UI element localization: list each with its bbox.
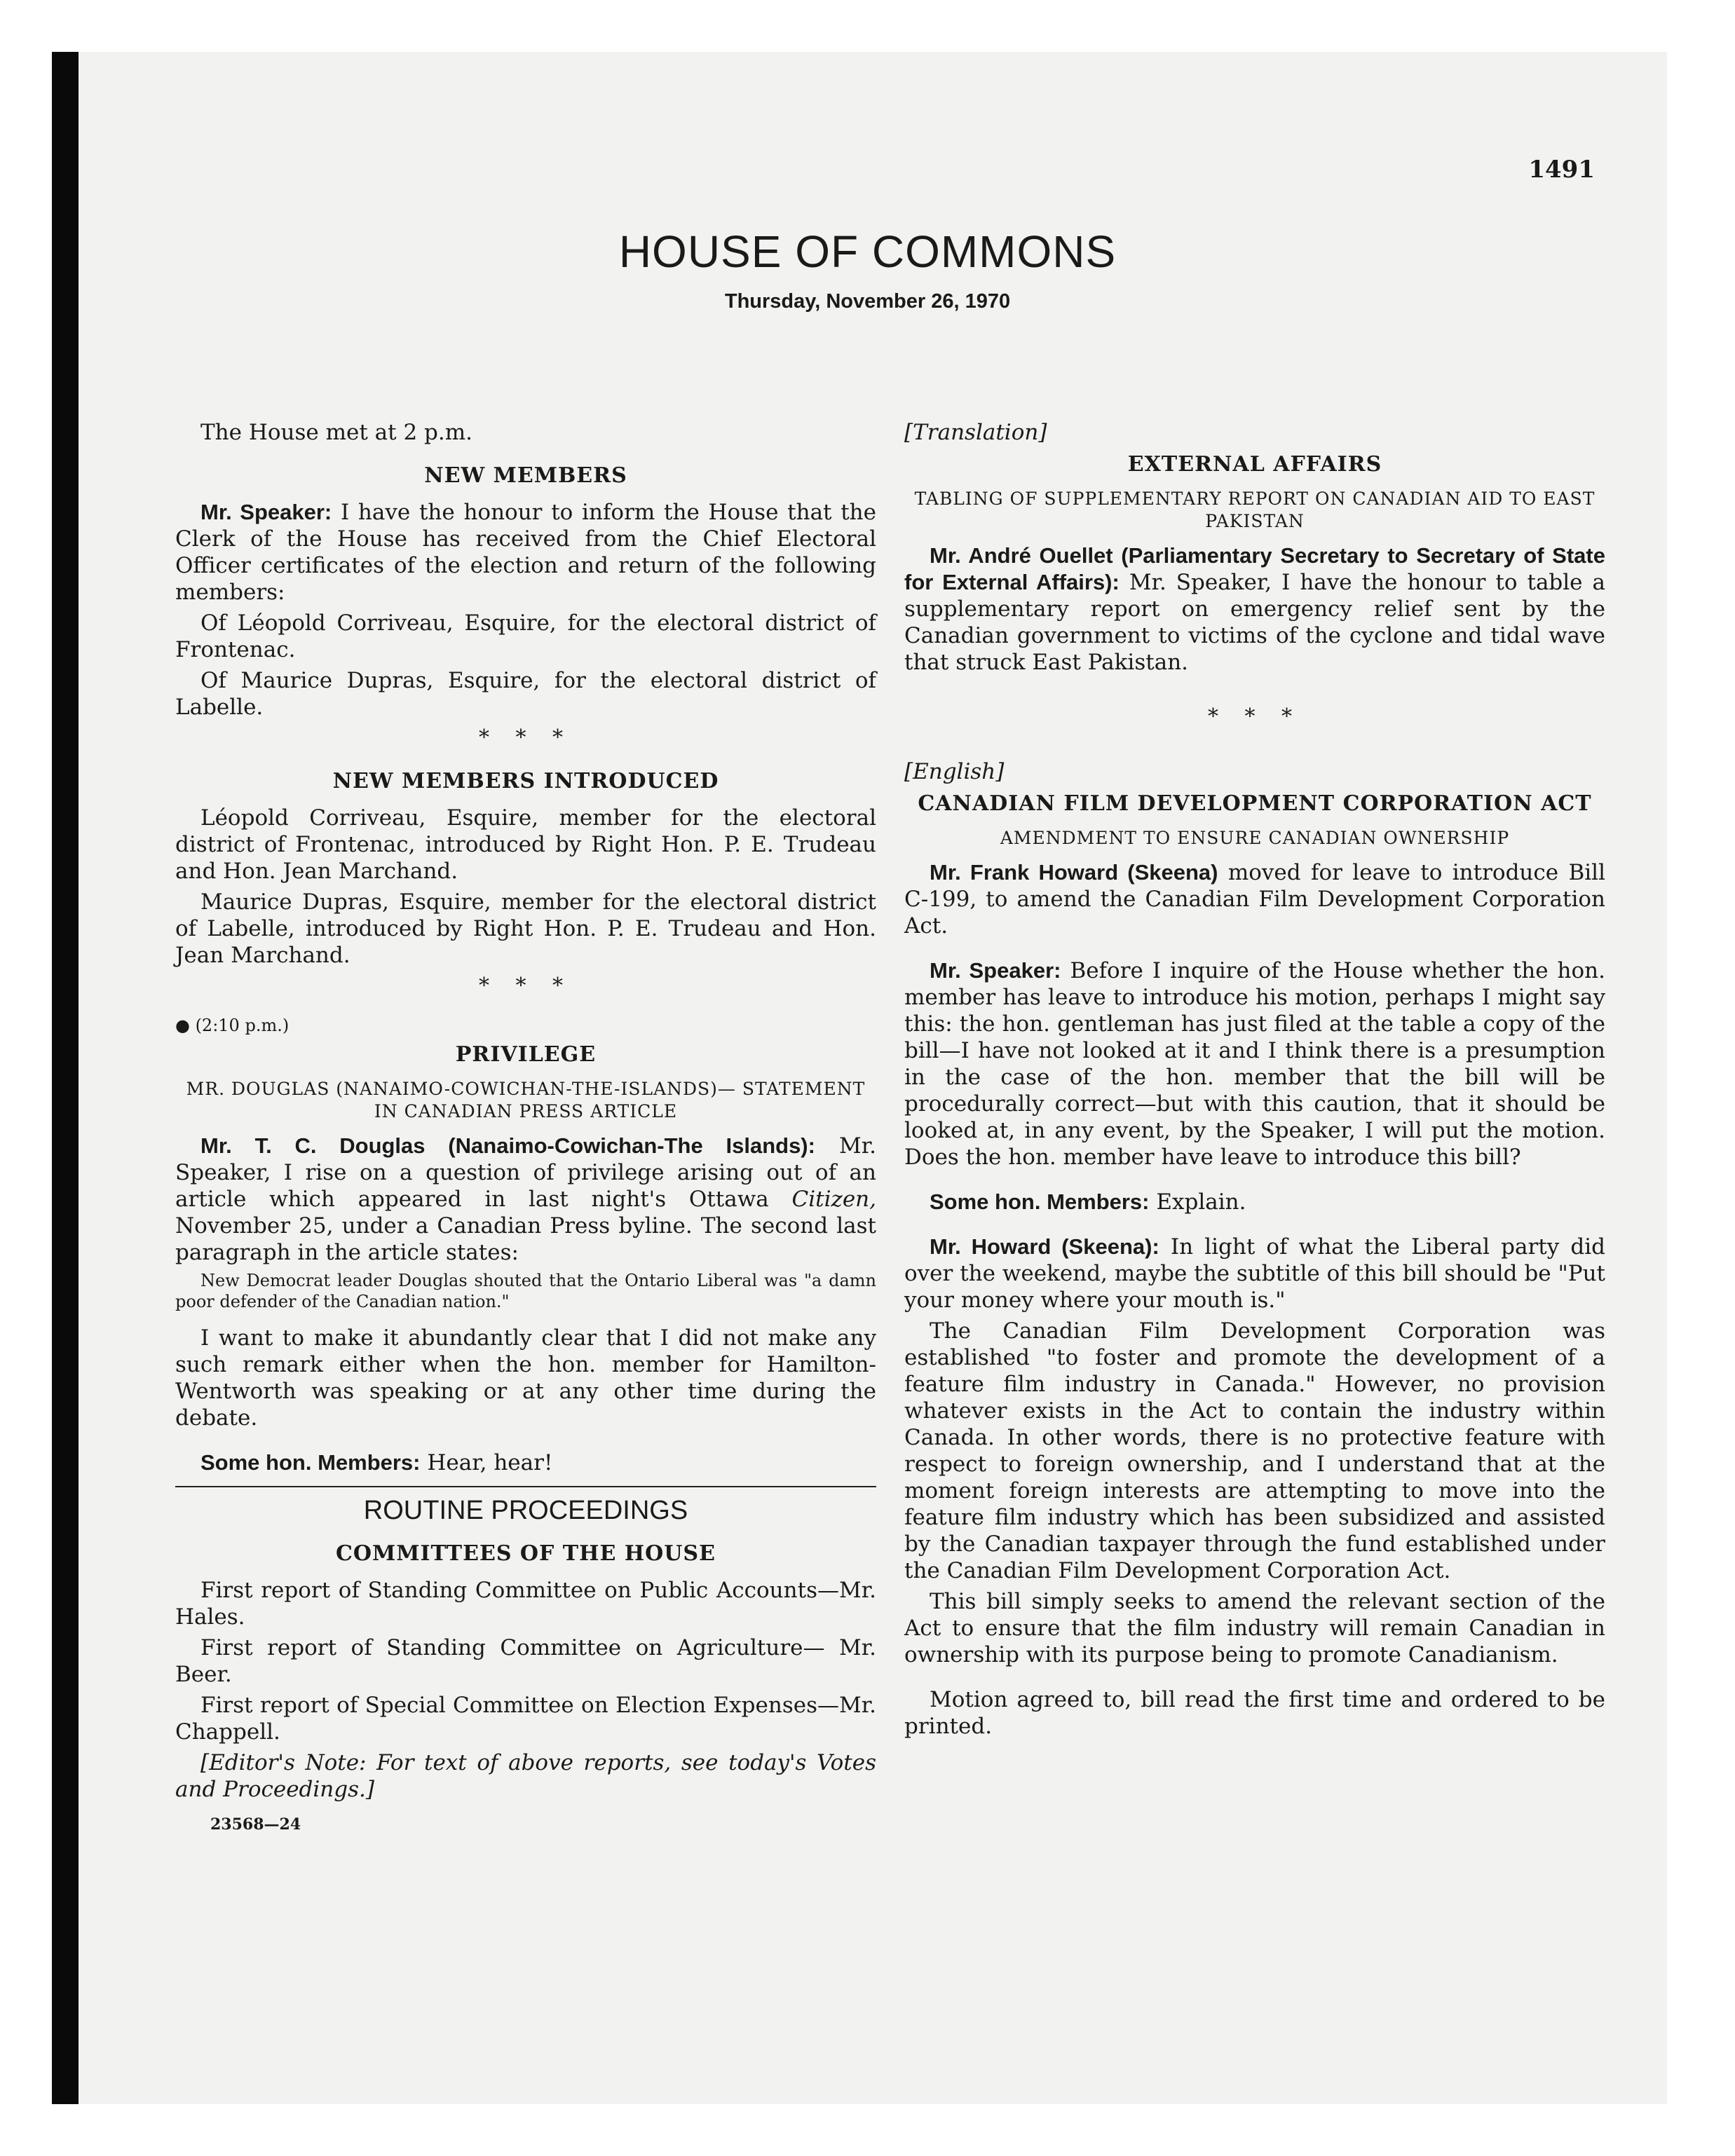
page-title: HOUSE OF COMMONS	[618, 226, 1117, 277]
speaker-label: Mr. Speaker:	[200, 500, 332, 524]
howard-label: Mr. Frank Howard (Skeena)	[930, 860, 1218, 885]
howard-motion-text: moved for leave to introduce Bill C-199, to amend the Canadian Film Development Corporation Act.	[904, 860, 1605, 939]
ouellet-label: Mr. André Ouellet (Parliamentary Secretary to Secretary of State for External Affairs):	[904, 543, 1605, 594]
time-marker: ● (2:10 p.m.)	[175, 1016, 290, 1035]
page-date: Thursday, November 26, 1970	[724, 290, 1011, 313]
introduced-paragraph-1: Léopold Corriveau, Esquire, member for the electoral district of Frontenac, introduced by Right Hon. P. E. Trudeau and Hon. Jean Marchand.	[175, 805, 876, 884]
left-column	[175, 419, 876, 1838]
report-2: First report of Standing Committee on Agriculture— Mr. Beer.	[175, 1635, 876, 1687]
speaker-statement	[175, 499, 876, 606]
members-response	[175, 1449, 876, 1476]
translation-tag: [Translation]	[904, 420, 1047, 445]
external-subheading: TABLING OF SUPPLEMENTARY REPORT ON CANADIAN AID TO EAST PAKISTAN	[914, 489, 1595, 531]
introduced-paragraph-2: Maurice Dupras, Esquire, member for the electoral district of Labelle, introduced by Right Hon. P. E. Trudeau and Hon. Jean Marchand.	[175, 889, 876, 968]
film-subheading: AMENDMENT TO ENSURE CANADIAN OWNERSHIP	[1000, 828, 1510, 848]
page-number: 1491	[1528, 156, 1595, 184]
member-item-2: Of Maurice Dupras, Esquire, for the electoral district of Labelle.	[175, 668, 876, 720]
english-tag: [English]	[904, 759, 1005, 784]
heading-routine-proceedings: ROUTINE PROCEEDINGS	[363, 1496, 688, 1525]
privilege-subheading: MR. DOUGLAS (NANAIMO-COWICHAN-THE-ISLANDS)— STATEMENT IN CANADIAN PRESS ARTICLE	[186, 1079, 866, 1121]
speaker-remark	[904, 957, 1605, 1171]
section-separator: * * *	[478, 974, 573, 998]
heading-privilege: PRIVILEGE	[455, 1042, 597, 1067]
ouellet-text: Mr. Speaker, I have the honour to table a supplementary report on emergency relief sent by the Canadian government to victims of the cyclone and tidal wave that struck East Pakistan.	[904, 570, 1605, 675]
report-1: First report of Standing Committee on Public Accounts—Mr. Hales.	[175, 1578, 876, 1630]
member-item-1: Of Léopold Corriveau, Esquire, for the electoral district of Frontenac.	[175, 610, 876, 662]
section-separator: * * *	[1207, 704, 1302, 729]
heading-film-corporation: CANADIAN FILM DEVELOPMENT CORPORATION ACT	[918, 791, 1592, 816]
douglas-label: Mr. T. C. Douglas (Nanaimo-Cowichan-The Islands):	[200, 1133, 815, 1158]
howard-paragraph-2: This bill simply seeks to amend the relevant section of the Act to ensure that the film industry will remain Canadian in ownership with its purpose being to promote Canadianism.	[904, 1589, 1605, 1667]
douglas-text-b: November 25, under a Canadian Press byline. The second last paragraph in the article states:	[175, 1213, 876, 1265]
section-separator: * * *	[478, 725, 573, 750]
howard-motion	[904, 859, 1605, 939]
douglas-statement	[175, 1133, 876, 1266]
opening-line: The House met at 2 p.m.	[200, 420, 472, 445]
motion-result: Motion agreed to, bill read the first time and ordered to be printed.	[904, 1687, 1605, 1739]
speaker-remark-text: Before I inquire of the House whether the hon. member has leave to introduce his motion, perhaps I might say this: the hon. gentleman has just filed at the table a copy of the bill—I have not looked at it and I think there is a presumption in the case of the hon. member that the bill will be procedurally correct—but with this caution, that it should be looked at, in any event, by the Speaker, I will put the motion. Does the hon. member have leave to introduce this bill?	[904, 958, 1605, 1170]
howard-paragraph-1: The Canadian Film Development Corporation was established "to foster and promote the development of a feature film industry in Canada." However, no provision whatever exists in the Act to contain the industry within Canada. In other words, there is no protective feature with respect to foreign ownership, and I understand that at the moment foreign interests are attempting to move into the feature film industry which has been subsidized and assisted by the Canadian taxpayer through the fund established under the Canadian Film Development Corporation Act.	[904, 1318, 1605, 1583]
howard-explanation	[904, 1234, 1605, 1314]
editors-note: [Editor's Note: For text of above reports, see today's Votes and Proceedings.]	[175, 1750, 876, 1802]
douglas-text-italic: Citizen,	[791, 1187, 877, 1212]
speaker-text: I have the honour to inform the House that the Clerk of the House has received from the Chief Electoral Officer certificates of the election and return of the following members:	[175, 500, 876, 605]
members-label: Some hon. Members:	[200, 1450, 421, 1475]
footer-code: 23568—24	[210, 1815, 301, 1834]
members-label: Some hon. Members:	[930, 1189, 1150, 1214]
ouellet-statement	[904, 543, 1605, 676]
divider-rule	[175, 1486, 876, 1487]
heading-new-members: NEW MEMBERS	[424, 463, 627, 488]
heading-members-introduced: NEW MEMBERS INTRODUCED	[332, 769, 719, 793]
members-text: Explain.	[1156, 1189, 1246, 1215]
heading-external-affairs: EXTERNAL AFFAIRS	[1127, 452, 1382, 477]
douglas-text-a: Mr. Speaker, I rise on a question of privilege arising out of an article which appeared in last night's Ottawa	[175, 1133, 877, 1212]
members-response	[904, 1189, 1605, 1215]
article-quote: New Democrat leader Douglas shouted that the Ontario Liberal was "a damn poor defender of the Canadian nation."	[175, 1271, 876, 1311]
right-column	[904, 419, 1605, 1744]
report-3: First report of Special Committee on Election Expenses—Mr. Chappell.	[175, 1693, 876, 1745]
speaker-label: Mr. Speaker:	[930, 958, 1061, 983]
howard-label: Mr. Howard (Skeena):	[930, 1234, 1159, 1259]
howard-explanation-text: In light of what the Liberal party did over the weekend, maybe the subtitle of this bill should be "Put your money where your mouth is."	[904, 1234, 1605, 1313]
heading-committees: COMMITTEES OF THE HOUSE	[336, 1541, 716, 1566]
members-text: Hear, hear!	[427, 1450, 553, 1475]
douglas-paragraph-2: I want to make it abundantly clear that I did not make any such remark either when the hon. member for Hamilton-Wentworth was speaking or at any other time during the debate.	[175, 1325, 876, 1431]
